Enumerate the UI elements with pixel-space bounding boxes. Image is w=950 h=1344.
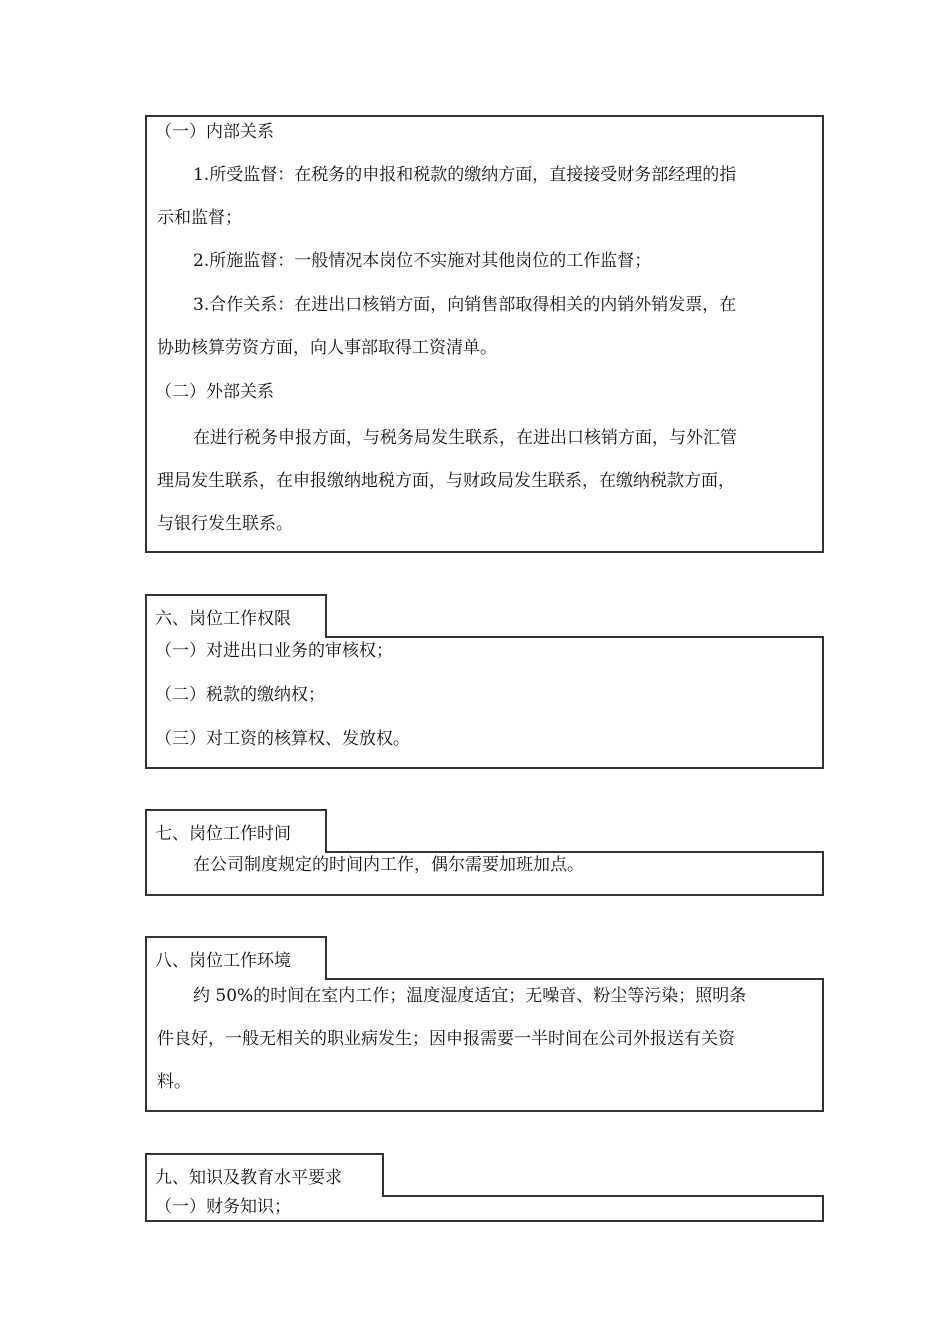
knowledge-box: [145, 1195, 824, 1222]
external-line3: 与银行发生联系。: [157, 514, 293, 534]
internal-supervised-line2: 示和监督；: [157, 208, 242, 228]
section-title: 八、岗位工作环境: [155, 951, 291, 971]
list-item: （三）对工资的核算权、发放权。: [155, 729, 410, 749]
list-item: （二）税款的缴纳权；: [155, 685, 325, 705]
internal-cooperation-line1: 3.合作关系：在进出口核销方面，向销售部取得相关的内销外销发票，在: [193, 295, 737, 315]
environment-line3: 料。: [157, 1072, 191, 1092]
internal-supervised-line1: 1.所受监督：在税务的申报和税款的缴纳方面，直接接受财务部经理的指: [193, 165, 737, 185]
work-time-text: 在公司制度规定的时间内工作，偶尔需要加班加点。: [193, 855, 584, 875]
relations-box: [145, 115, 824, 553]
section-header: [145, 594, 327, 636]
section-title: 七、岗位工作时间: [155, 824, 291, 844]
internal-supervises: 2.所施监督：一般情况本岗位不实施对其他岗位的工作监督；: [193, 251, 652, 271]
section-header: [145, 1153, 384, 1195]
list-item: （一）财务知识；: [155, 1197, 291, 1217]
work-time-box: [145, 851, 824, 896]
section-title: 九、知识及教育水平要求: [155, 1168, 342, 1188]
internal-cooperation-line2: 协助核算劳资方面，向人事部取得工资清单。: [157, 338, 497, 358]
section-title: 六、岗位工作权限: [155, 609, 291, 629]
environment-box: [145, 978, 824, 1112]
environment-line2: 件良好，一般无相关的职业病发生；因申报需要一半时间在公司外报送有关资: [157, 1029, 735, 1049]
section-header: [145, 809, 327, 851]
external-line2: 理局发生联系，在申报缴纳地税方面，与财政局发生联系，在缴纳税款方面，: [157, 471, 735, 491]
internal-relations-title: （一）内部关系: [155, 122, 274, 142]
authority-box: [145, 636, 824, 769]
external-line1: 在进行税务申报方面，与税务局发生联系，在进出口核销方面，与外汇管: [193, 428, 737, 448]
section-header: [145, 936, 327, 978]
list-item: （一）对进出口业务的审核权；: [155, 641, 393, 661]
external-relations-title: （二）外部关系: [155, 382, 274, 402]
environment-line1: 约 50%的时间在室内工作；温度湿度适宜；无噪音、粉尘等污染；照明条: [193, 986, 747, 1006]
